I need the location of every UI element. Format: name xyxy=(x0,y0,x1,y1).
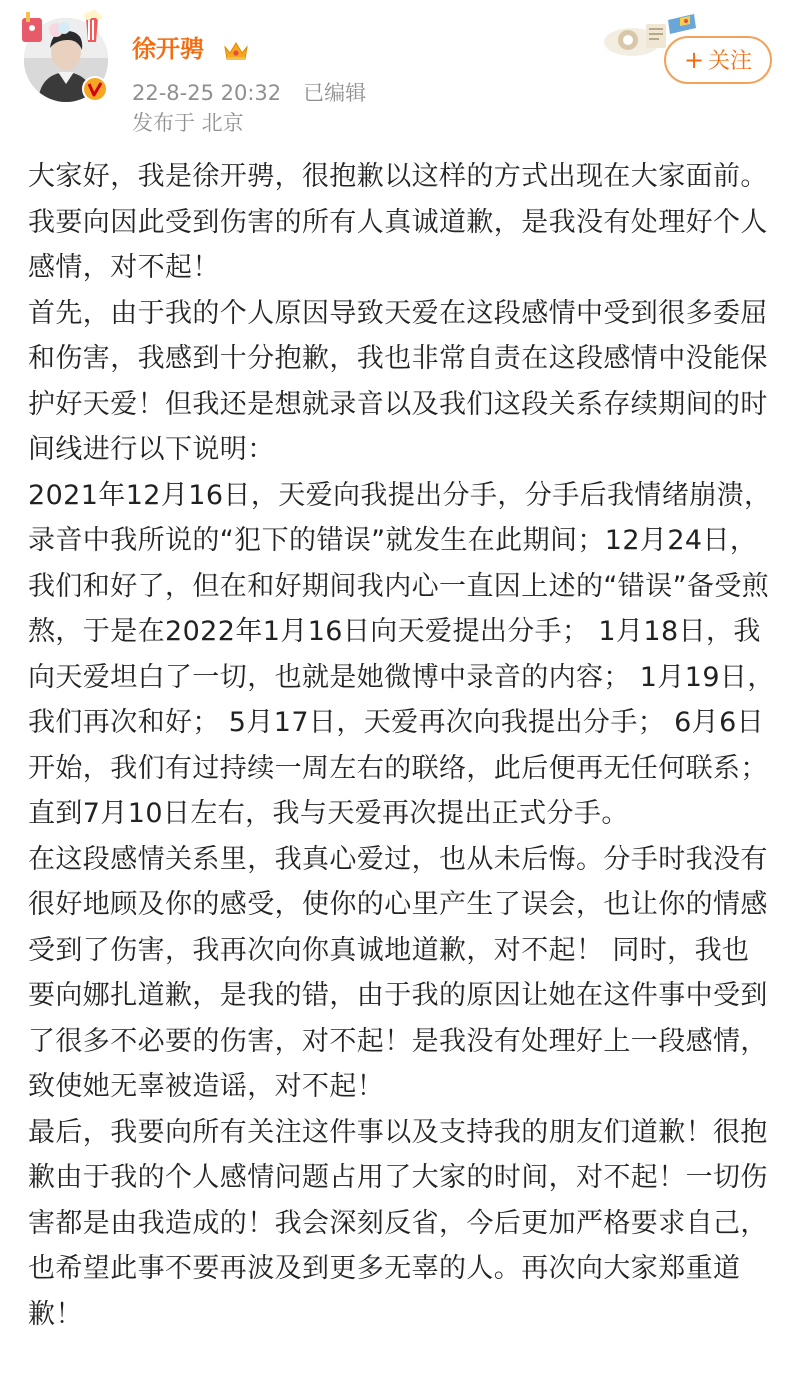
edited-label[interactable]: 已编辑 xyxy=(303,81,367,105)
plus-icon: + xyxy=(683,46,705,74)
verified-v-icon xyxy=(82,76,108,102)
post-content xyxy=(28,154,776,1337)
post-header xyxy=(0,0,800,150)
post-paragraph: 大家好，我是徐开骋，很抱歉以这样的方式出现在大家面前。我要向因此受到伤害的所有人真诚道歉，是我没有处理好个人感情，对不起！ xyxy=(28,161,768,283)
post-paragraph: 最后，我要向所有关注这件事以及支持我的朋友们道歉！很抱歉由于我的个人感情问题占用了大家的时间，对不起！一切伤害都是由我造成的！我会深刻反省，今后更加严格要求自己，也希望此事不要再波及到更多无辜的人。再次向大家郑重道歉！ xyxy=(28,1116,768,1330)
follow-button-label: 关注 xyxy=(708,49,753,74)
post-timestamp: 22-8-25 20:32 xyxy=(132,81,282,105)
author-name[interactable]: 徐开骋 xyxy=(132,35,204,63)
follow-button[interactable] xyxy=(664,36,772,84)
crown-icon[interactable] xyxy=(222,40,250,62)
avatar-frame-decoration-icon xyxy=(16,8,116,48)
post-paragraph: 在这段感情关系里，我真心爱过，也从未后悔。分手时我没有很好地顾及你的感受，使你的心里产生了误会，也让你的情感受到了伤害，我再次向你真诚地道歉，对不起！ 同时，我也要向娜扎道歉，是我的错，由于我的原因让她在这件事中受到了很多不必要的伤害，对不起！是我没有处理好上一段感情，致使她无辜被造谣，对不起！ xyxy=(28,843,768,1102)
avatar-container[interactable] xyxy=(24,18,108,102)
post-meta xyxy=(132,80,366,106)
post-paragraph: 首先，由于我的个人原因导致天爱在这段感情中受到很多委屈和伤害，我感到十分抱歉，我也非常自责在这段感情中没能保护好天爱！但我还是想就录音以及我们这段关系存续期间的时间线进行以下说明： xyxy=(28,297,768,465)
post-paragraph: 2021年12月16日，天爱向我提出分手，分手后我情绪崩溃，录音中我所说的“犯下的错误”就发生在此期间；12月24日，我们和好了，但在和好期间我内心一直因上述的“错误”备受煎熬，于是在2022年1月16日向天爱提出分手； 1月18日，我向天爱坦白了一切，也就是她微博中录音的内容； 1月19日，我们再次和好； 5月17日，天爱再次向我提出分手； 6月6日开始，我们有过持续一周左右的联络，此后便再无任何联系；直到7月10日左右，我与天爱再次提出正式分手。 xyxy=(28,479,775,829)
post-location: 发布于 北京 xyxy=(132,111,244,135)
